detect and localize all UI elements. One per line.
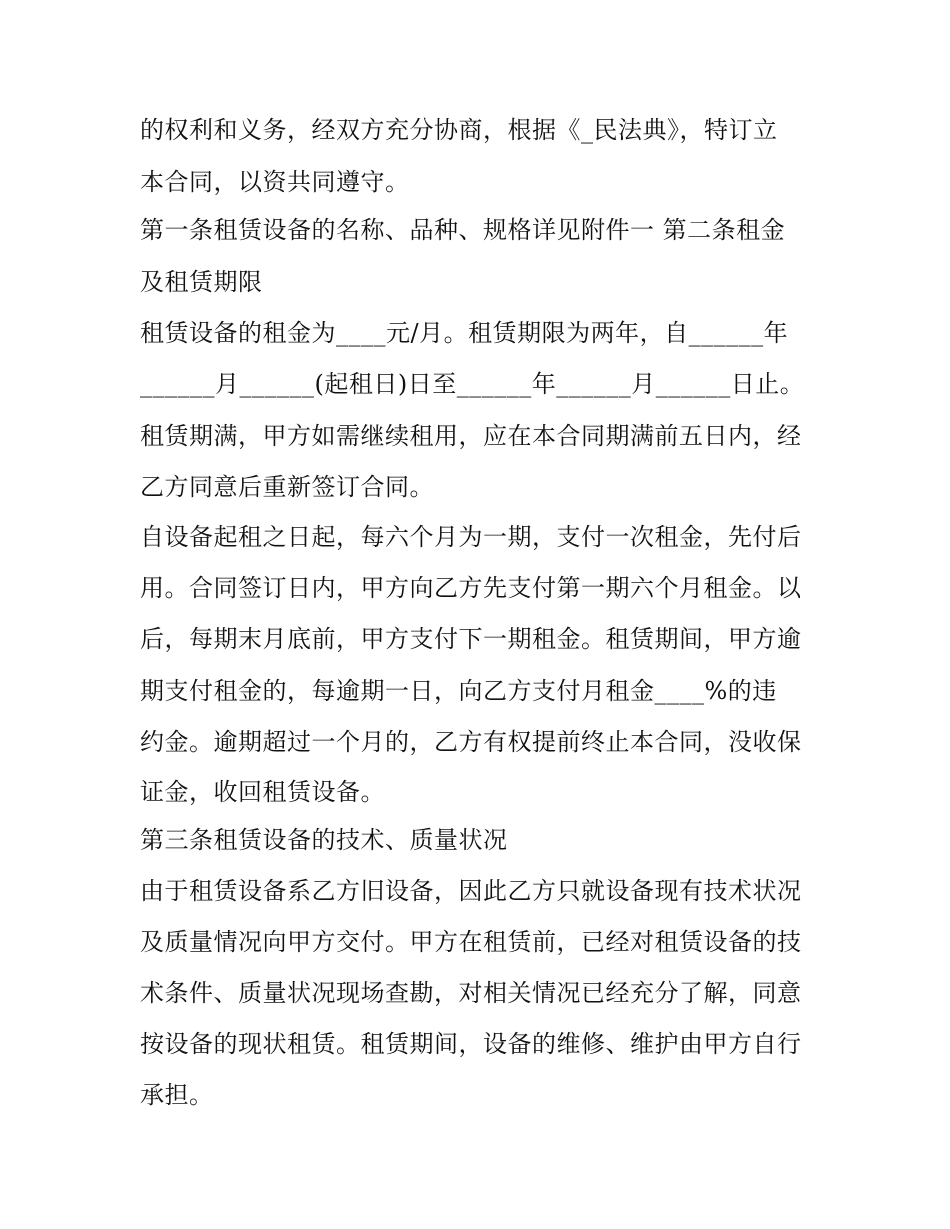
text-line: 证金，收回租赁设备。	[140, 778, 385, 806]
text-line: 术条件、质量状况现场查勘，对相关情况已经充分了解，同意	[140, 979, 802, 1007]
text-line: 后，每期末月底前，甲方支付下一期租金。租赁期间，甲方逾	[140, 625, 802, 653]
article-heading: 第三条租赁设备的技术、质量状况	[140, 826, 508, 854]
text-line: 由于租赁设备系乙方旧设备，因此乙方只就设备现有技术状况	[140, 877, 802, 905]
text-line: 按设备的现状租赁。租赁期间，设备的维修、维护由甲方自行	[140, 1030, 802, 1058]
text-line: 期支付租金的，每逾期一日，向乙方支付月租金____%的违	[140, 677, 777, 705]
text-line: 自设备起租之日起，每六个月为一期，支付一次租金，先付后	[140, 523, 802, 551]
article-heading: 第一条租赁设备的名称、品种、规格详见附件一 第二条租金	[140, 216, 786, 244]
text-line: 乙方同意后重新签订合同。	[140, 473, 434, 501]
text-line: 及质量情况向甲方交付。甲方在租赁前，已经对租赁设备的技	[140, 928, 802, 956]
text-line: 租赁期满，甲方如需继续租用，应在本合同期满前五日内，经	[140, 422, 802, 450]
text-line: 及租赁期限	[140, 268, 263, 296]
text-line: 约金。逾期超过一个月的，乙方有权提前终止本合同，没收保	[140, 728, 802, 756]
text-line: 用。合同签订日内，甲方向乙方先支付第一期六个月租金。以	[140, 574, 802, 602]
text-line: 的权利和义务，经双方充分协商，根据《_民法典》，特订立	[140, 116, 778, 144]
text-line: ______月______(起租日)日至______年______月______日止。	[140, 370, 805, 398]
text-line: 本合同，以资共同遵守。	[140, 168, 410, 196]
text-line: 租赁设备的租金为____元/月。租赁期限为两年，自______年	[140, 319, 789, 347]
text-line: 承担。	[140, 1081, 214, 1109]
